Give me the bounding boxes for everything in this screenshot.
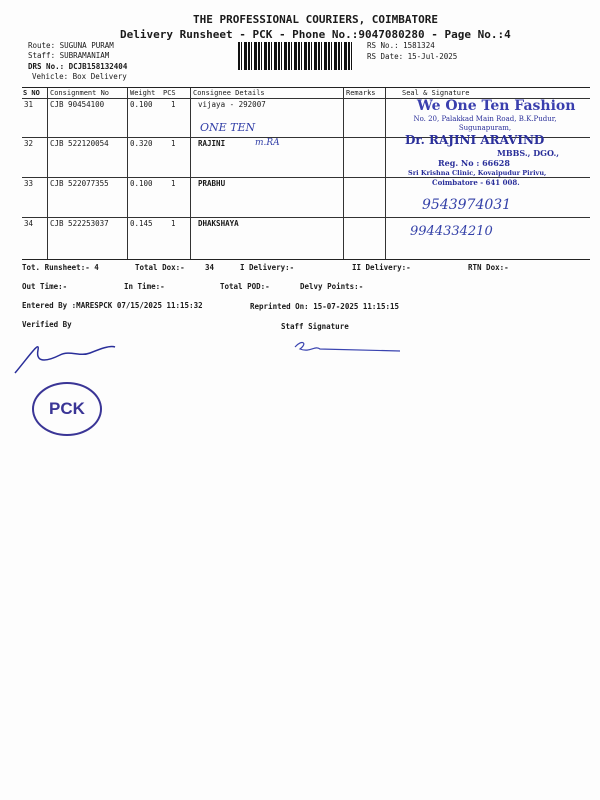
stamp-shop: We One Ten Fashion [417, 98, 576, 114]
company-name: THE PROFESSIONAL COURIERS, COIMBATORE [193, 13, 439, 26]
verified-by: Verified By [22, 320, 72, 329]
drs-number: DRS No.: DCJB158132404 [28, 62, 128, 71]
reprinted-on: Reprinted On: 15-07-2025 11:15:15 [250, 302, 400, 311]
i-delivery: I Delivery:- [240, 263, 295, 272]
col-consignment: Consignment No [50, 89, 110, 97]
row-sno: 34 [24, 219, 34, 228]
row-sno: 31 [24, 100, 34, 109]
stamp-doctor: Dr. RAJINI ARAVIND [405, 133, 545, 147]
stamp-degree: MBBS., DGO., [497, 148, 560, 158]
tot-runsheet: Tot. Runsheet:- 4 [22, 263, 99, 272]
out-time: Out Time:- [22, 282, 68, 291]
row-sno: 32 [24, 139, 34, 148]
ii-delivery: II Delivery:- [352, 263, 411, 272]
total-dox: Total Dox:- [135, 263, 185, 272]
handwriting-1: ONE TEN [200, 121, 256, 134]
barcode [238, 42, 353, 70]
staff-signature [290, 335, 410, 360]
verifier-signature [10, 335, 120, 380]
stamp-city: Coimbatore - 641 008. [432, 178, 520, 187]
handwriting-phone-1: 9543974031 [422, 197, 512, 213]
route: Route: SUGUNA PURAM [28, 41, 114, 50]
col-seal: Seal & Signature [402, 89, 470, 97]
row-consignment: CJB 522120054 [50, 139, 109, 148]
row-consignment: CJB 522253037 [50, 219, 109, 228]
delvy-points: Delvy Points:- [300, 282, 364, 291]
pck-stamp: PCK [32, 382, 102, 436]
row-pcs: 1 [171, 179, 176, 188]
row-consignee: vijaya - 292007 [198, 100, 266, 109]
row-weight: 0.145 [130, 219, 153, 228]
vehicle: Vehicle: Box Delivery [32, 72, 127, 81]
row-consignment: CJB 90454100 [50, 100, 105, 109]
col-consignee: Consignee Details [193, 89, 265, 97]
stamp-reg: Reg. No : 66628 [438, 158, 510, 168]
runsheet-title: Delivery Runsheet - PCK - Phone No.:9047080280 - Page No.:4 [120, 28, 511, 41]
handwriting-phone-2: 9944334210 [410, 224, 493, 239]
row-pcs: 1 [171, 100, 176, 109]
rs-date: RS Date: 15-Jul-2025 [367, 52, 458, 61]
col-weight: Weight [130, 89, 156, 97]
stamp-address: No. 20, Palakkad Main Road, B.K.Pudur, Sugunapuram, [413, 115, 557, 132]
handwriting-2: m.RA [255, 138, 280, 148]
in-time: In Time:- [124, 282, 165, 291]
row-consignee: RAJINI [198, 139, 226, 148]
staff: Staff: SUBRAMANIAM [28, 51, 110, 60]
col-pcs: PCS [163, 89, 176, 97]
row-pcs: 1 [171, 139, 176, 148]
total-pod: Total POD:- [220, 282, 270, 291]
row-consignment: CJB 522077355 [50, 179, 109, 188]
row-consignee: DHAKSHAYA [198, 219, 239, 228]
row-sno: 33 [24, 179, 34, 188]
rs-number: RS No.: 1581324 [367, 41, 435, 50]
rtn-dox: RTN Dox:- [468, 263, 509, 272]
row-weight: 0.100 [130, 100, 153, 109]
row-pcs: 1 [171, 219, 176, 228]
stamp-clinic: Sri Krishna Clinic, Kovaipudur Pirivu, [408, 169, 547, 177]
col-sno: S NO [23, 89, 40, 97]
row-weight: 0.320 [130, 139, 153, 148]
col-remarks: Remarks [346, 89, 376, 97]
staff-signature-label: Staff Signature [281, 322, 349, 331]
row-consignee: PRABHU [198, 179, 226, 188]
row-weight: 0.100 [130, 179, 153, 188]
entered-by: Entered By :MARESPCK 07/15/2025 11:15:32 [22, 301, 203, 310]
total-dox-value: 34 [205, 263, 215, 272]
